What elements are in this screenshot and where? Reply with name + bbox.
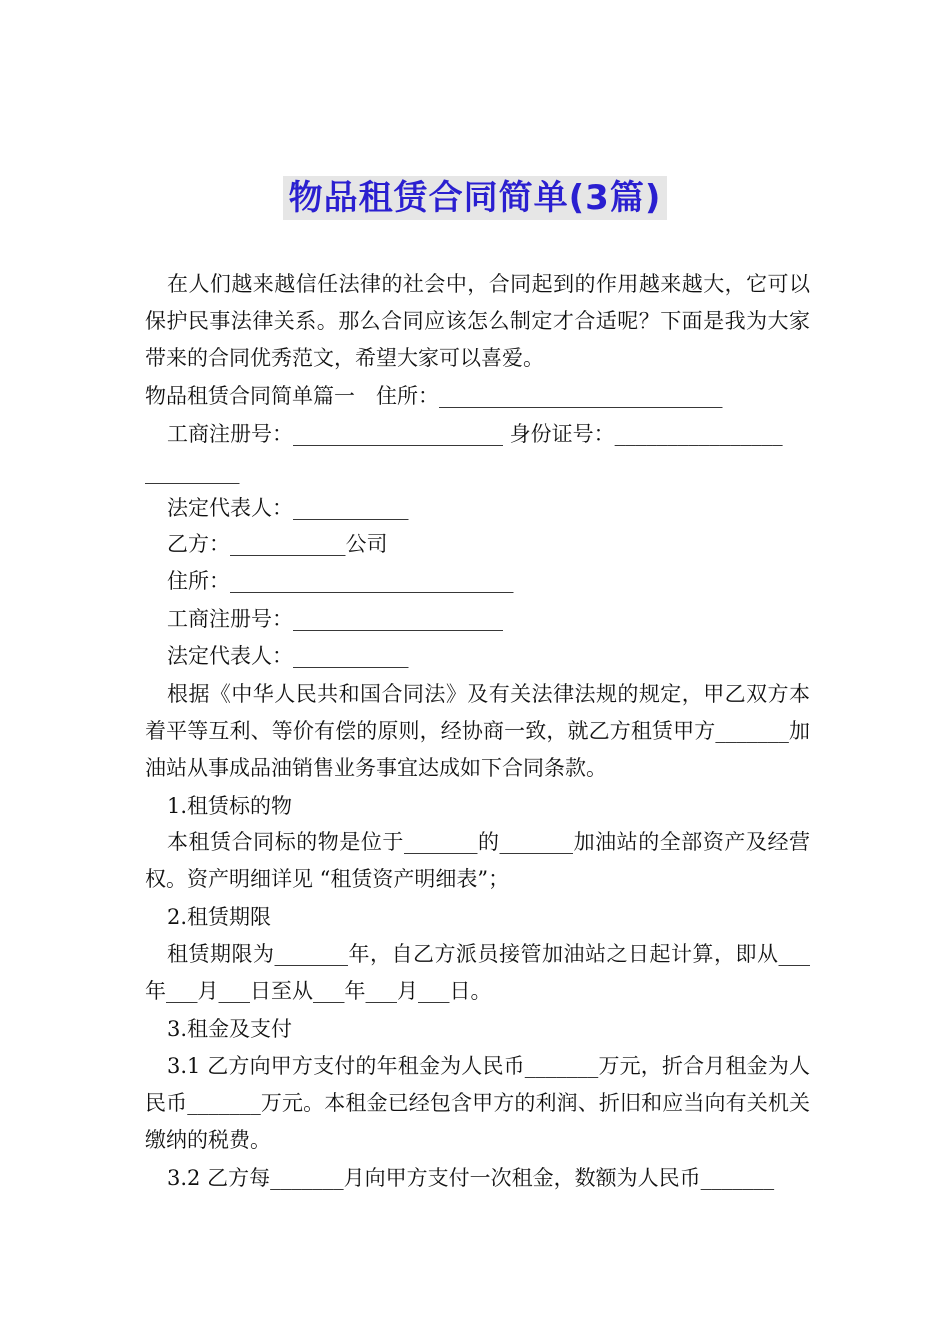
- id-number-continuation: _________: [145, 460, 240, 484]
- document-title: 物品租赁合同简单(3篇): [283, 176, 668, 220]
- section-1-body: 本租赁合同标的物是位于_______的_______加油站的全部资产及经营权。资产明细详见 “租赁资产明细表”；: [145, 830, 810, 891]
- party-a-legal-rep-line: 法定代表人：___________: [167, 496, 409, 520]
- basis-paragraph: 根据《中华人民共和国合同法》及有关法律法规的规定，甲乙双方本着平等互利、等价有偿的原则，经协商一致，就乙方租赁甲方_______加油站从事成品油销售业务事宜达成如下合同条款。: [145, 682, 810, 780]
- party-a-registration-line: 工商注册号：____________________ 身份证号：________________: [167, 422, 783, 446]
- section-3-2-body: 3.2 乙方每_______月向甲方支付一次租金，数额为人民币_______: [167, 1166, 775, 1190]
- intro-paragraph: 在人们越来越信任法律的社会中，合同起到的作用越来越大，它可以保护民事法律关系。那么合同应该怎么制定才合适呢？下面是我为大家带来的合同优秀范文，希望大家可以喜爱。: [145, 272, 810, 370]
- section-2-heading: 2.租赁期限: [167, 905, 272, 929]
- party-b-registration-line: 工商注册号：____________________: [167, 607, 503, 631]
- section-3-heading: 3.租金及支付: [167, 1017, 293, 1041]
- title-wrap: [0, 176, 950, 220]
- section-3-1-body: 3.1 乙方向甲方支付的年租金为人民币_______万元，折合月租金为人民币_______万元。本租金已经包含甲方的利润、折旧和应当向有关机关缴纳的税费。: [145, 1054, 810, 1152]
- party-b-address-line: 住所：___________________________: [167, 569, 514, 593]
- section-2-body: 租赁期限为_______年，自乙方派员接管加油站之日起计算，即从___年___月___日至从___年___月___日。: [145, 942, 810, 1003]
- party-a-address-line: 物品租赁合同简单篇一 住所：___________________________: [145, 384, 723, 408]
- section-1-heading: 1.租赁标的物: [167, 794, 293, 818]
- party-b-legal-rep-line: 法定代表人：___________: [167, 644, 409, 668]
- party-b-line: 乙方：___________公司: [167, 532, 388, 556]
